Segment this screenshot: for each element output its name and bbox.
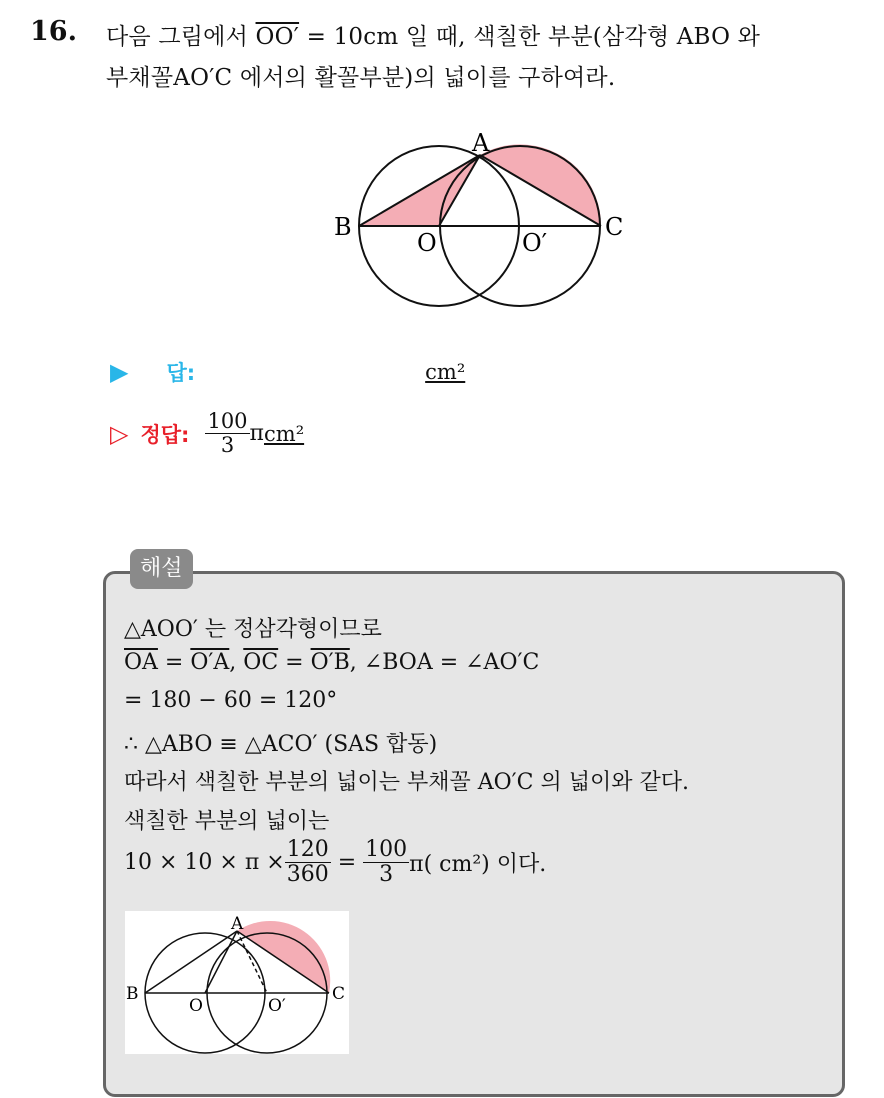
segment-oo: OO′ xyxy=(255,24,300,50)
label-o-prime: O′ xyxy=(522,229,548,257)
solution-line-7 xyxy=(124,838,546,887)
correct-answer-row xyxy=(110,410,304,457)
segment-oa: $\overline{OA}$ xyxy=(124,650,158,675)
fraction-120-360 xyxy=(285,838,331,887)
fraction-denominator: 3 xyxy=(379,862,394,888)
label-c: C xyxy=(332,984,346,1004)
solution-line-2 xyxy=(124,650,539,675)
equals-sign: = xyxy=(330,850,364,876)
label-c: C xyxy=(605,213,624,241)
label-o-prime: O′ xyxy=(268,996,286,1016)
solution-line-3: = 180 − 60 = 120° xyxy=(124,688,338,713)
solution-line-6: 색칠한 부분의 넓이는 xyxy=(124,809,330,834)
fraction-numerator: 120 xyxy=(286,837,329,862)
comma: , xyxy=(229,650,244,675)
question-text: 다음 그림에서 xyxy=(106,24,256,50)
fraction-denominator: 360 xyxy=(286,862,329,888)
label-o: O xyxy=(189,996,203,1016)
angle-equality: , ∠BOA = ∠AO′C xyxy=(349,650,540,675)
label-a: A xyxy=(231,914,244,934)
equals-sign: = xyxy=(278,650,311,675)
formula-text: 10 × 10 × π × xyxy=(124,850,285,876)
line-ab xyxy=(145,931,237,993)
segment-o2a: O′A xyxy=(190,650,230,675)
correct-fraction xyxy=(205,410,249,457)
label-b: B xyxy=(126,984,139,1004)
solution-tab: 해설 xyxy=(130,549,193,589)
solution-line-5: 따라서 색칠한 부분의 넓이는 부채꼴 AO′C 의 넓이와 같다. xyxy=(124,770,689,795)
question-line-1 xyxy=(106,18,760,51)
geometry-figure xyxy=(325,122,645,322)
shaded-segment-ac xyxy=(237,921,330,993)
solution-line-4: ∴ △ABO ≡ △ACO′ (SAS 합동) xyxy=(124,732,438,757)
segment-oc: $\overline{OC}$ xyxy=(243,650,279,675)
label-b: B xyxy=(334,213,352,241)
segment-o2b: O′B xyxy=(310,650,350,675)
line-ao xyxy=(205,931,237,993)
formula-text: π( cm²) 이다. xyxy=(409,852,547,878)
answer-marker-icon: ▶ xyxy=(110,358,129,386)
answer-unit: cm² xyxy=(425,360,466,384)
fraction-denominator: 3 xyxy=(220,433,235,458)
question-text: = 10cm 일 때, 색칠한 부분(삼각형 ABO 와 xyxy=(299,24,761,50)
solution-figure xyxy=(125,911,349,1054)
label-o: O xyxy=(417,229,437,257)
fraction-numerator: 100 xyxy=(207,409,248,433)
fraction-100-3 xyxy=(363,838,409,887)
shaded-segment-ac xyxy=(480,144,601,226)
answer-label: 답: xyxy=(166,361,196,385)
correct-marker-icon: ▷ xyxy=(110,419,129,448)
answer-row xyxy=(110,357,465,387)
correct-label: 정답: xyxy=(140,422,190,447)
equals-sign: = xyxy=(157,650,191,675)
correct-unit: cm² xyxy=(264,421,305,446)
question-line-2: 부채꼴AO′C 에서의 활꼴부분)의 넓이를 구하여라. xyxy=(106,65,616,91)
solution-line-1: △AOO′ 는 정삼각형이므로 xyxy=(124,617,382,642)
label-a: A xyxy=(472,129,490,157)
fraction-numerator: 100 xyxy=(365,837,408,862)
question-number: 16. xyxy=(30,16,77,47)
pi-symbol: π xyxy=(249,421,265,447)
